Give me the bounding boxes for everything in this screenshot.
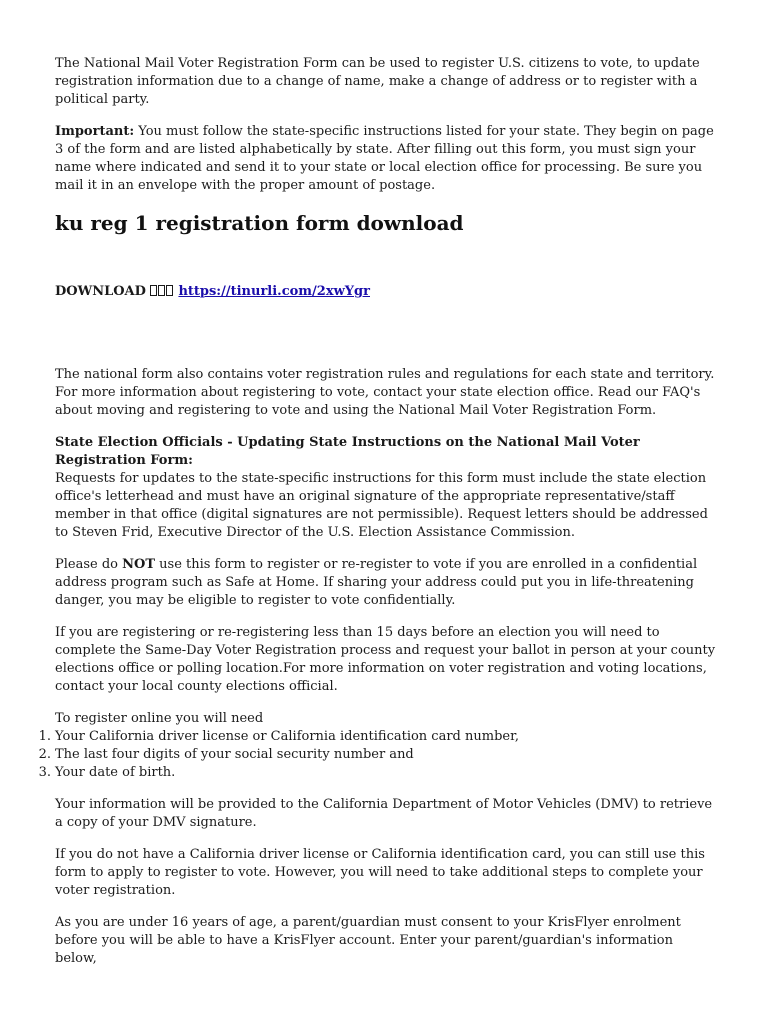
no-license-paragraph: If you do not have a California driver license or California identification card, you can still use this form to apply to register to vote. However, you will need to take additional steps to complete your voter registration. bbox=[55, 847, 705, 898]
state-officials-paragraph bbox=[55, 434, 717, 542]
list-item bbox=[38, 746, 717, 764]
download-line bbox=[55, 283, 717, 301]
confidential-emphasis: NOT bbox=[122, 557, 156, 572]
list-number: 1. bbox=[38, 729, 51, 744]
list-number: 3. bbox=[38, 765, 51, 780]
confidential-before: Please do bbox=[55, 557, 123, 572]
state-officials-heading: State Election Officials - Updating State Instructions on the National Mail Voter Registration Form: bbox=[55, 435, 640, 468]
important-text: You must follow the state-specific instructions listed for your state. They begin on page 3 of the form and are listed alphabetically by state. After filling out this form, you must sign your name where indicated and send it to your state or local election office for processing. Be sure you mail it in an envelope with the proper amount of postage. bbox=[55, 124, 714, 193]
same-day-paragraph: If you are registering or re-registering less than 15 days before an election you will need to complete the Same-Day Voter Registration process and request your ballot in person at your county elections office or polling location.For more information on voter registration and voting locations, contact your local county elections official. bbox=[55, 625, 716, 694]
krisflyer-paragraph: As you are under 16 years of age, a parent/guardian must consent to your KrisFlyer enrolment before you will be able to have a KrisFlyer account. Enter your parent/guardian's information below, bbox=[55, 915, 681, 966]
list-item bbox=[38, 728, 717, 746]
document-body bbox=[38, 55, 717, 968]
important-paragraph bbox=[55, 123, 717, 195]
requirements-list bbox=[38, 728, 717, 782]
list-text: The last four digits of your social security number and bbox=[55, 747, 414, 762]
download-link[interactable]: https://tinurli.com/2xwYgr bbox=[178, 284, 370, 299]
intro-paragraph: The National Mail Voter Registration Form can be used to register U.S. citizens to vote, to update registration information due to a change of name, make a change of address or to register with a political party. bbox=[55, 56, 700, 107]
download-label: DOWNLOAD bbox=[55, 284, 146, 299]
important-label: Important: bbox=[55, 124, 135, 139]
national-form-paragraph: The national form also contains voter registration rules and regulations for each state and territory. For more information about registering to vote, contact your state election office. Read our FAQ's about moving and registering to vote and using the National Mail Voter Registration Form. bbox=[55, 367, 715, 418]
missing-glyph-icon bbox=[150, 284, 174, 299]
list-text: Your date of birth. bbox=[55, 765, 176, 780]
page-title: ku reg 1 registration form download bbox=[55, 211, 464, 235]
list-number: 2. bbox=[38, 747, 51, 762]
state-officials-text: Requests for updates to the state-specific instructions for this form must include the state election office's letterhead and must have an original signature of the appropriate representative/staff member in that office (digital signatures are not permissible). Request letters should be addressed to Steven Frid, Executive Director of the U.S. Election Assistance Commission. bbox=[55, 471, 708, 540]
dmv-paragraph: Your information will be provided to the California Department of Motor Vehicles (DMV) to retrieve a copy of your DMV signature. bbox=[55, 797, 713, 830]
list-text: Your California driver license or California identification card number, bbox=[55, 729, 520, 744]
online-intro: To register online you will need bbox=[55, 711, 264, 726]
confidential-paragraph bbox=[55, 556, 717, 610]
list-item bbox=[38, 764, 717, 782]
confidential-after: use this form to register or re-register to vote if you are enrolled in a confidential address program such as Safe at Home. If sharing your address could put you in life-threatening danger, you may be eligible to register to vote confidentially. bbox=[55, 557, 698, 608]
